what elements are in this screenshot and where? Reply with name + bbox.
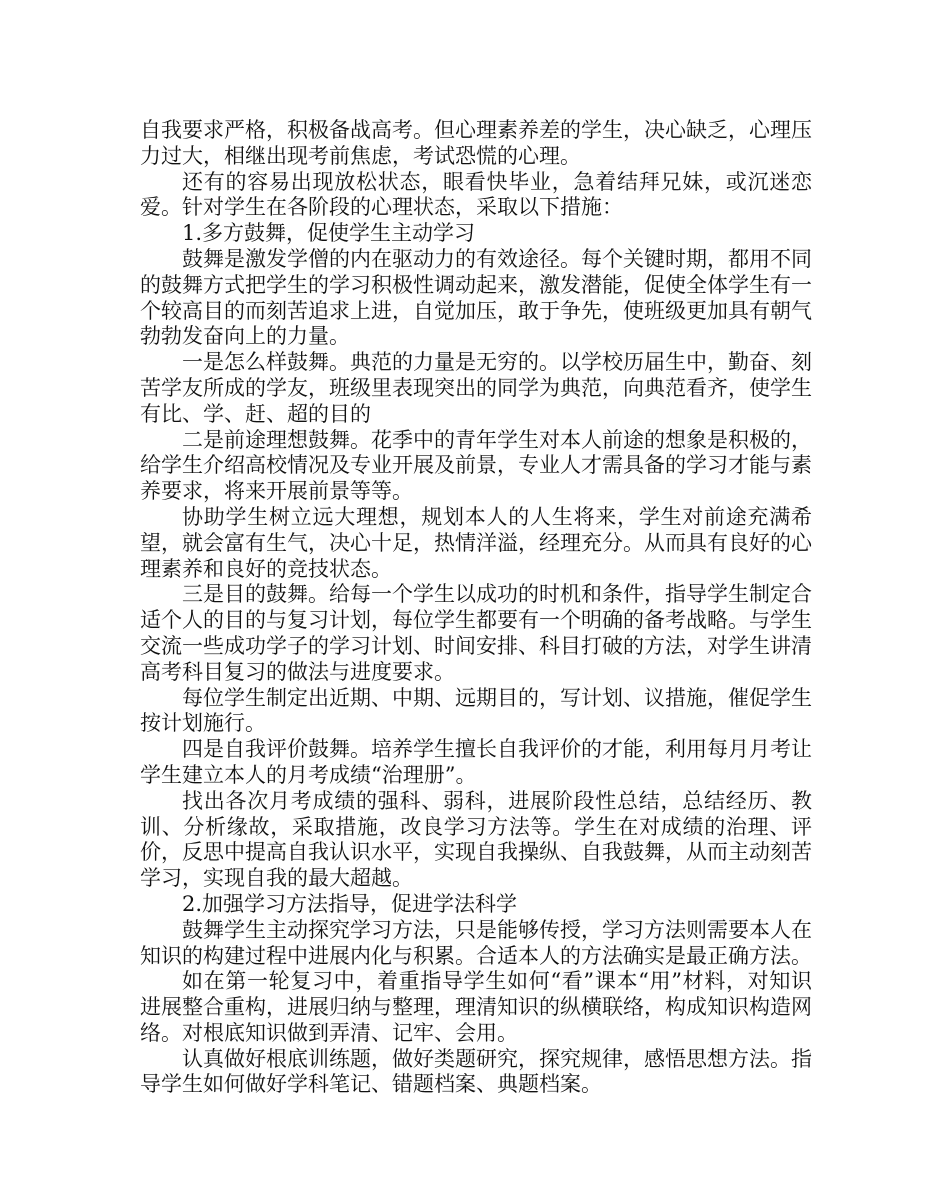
paragraph-encouragement: 鼓舞是激发学僧的内在驱动力的有效途径。每个关键时期，都用不同的鼓舞方式把学生的学习积极性调动起来，激发潜能，促使全体学生有一个较高目的而刻苦追求上进，自觉加压，敢于争先，使班级更加具有朝气勃勃发奋向上的力量。 (140, 246, 812, 349)
paragraph-study-methods: 鼓舞学生主动探究学习方法，只是能够传授，学习方法则需要本人在知识的构建过程中进展内化与积累。合适本人的方法确实是最正确方法。 (140, 917, 812, 968)
section-heading-2: 2.加强学习方法指导，促进学法科学 (182, 891, 518, 916)
document-page (140, 118, 812, 1098)
paragraph-continuation: 自我要求严格，积极备战高考。但心理素养差的学生，决心缺乏，心理压力过大，相继出现考前焦虑，考试恐慌的心理。 (140, 118, 812, 168)
section-heading-1: 1.多方鼓舞，促使学生主动学习 (182, 221, 476, 246)
paragraph-exam-analysis: 找出各次月考成绩的强科、弱科，进展阶段性总结，总结经历、教训、分析缘故，采取措施，改良学习方法等。学生在对成绩的治理、评价，反思中提高自我认识水平，实现自我操纵、自我鼓舞，从而主动刻苦学习，实现自我的最大超越。 (140, 788, 812, 891)
paragraph-role-model: 一是怎么样鼓舞。典范的力量是无穷的。以学校历届生中，勤奋、刻苦学友所成的学友，班级里表现突出的同学为典范，向典范看齐，使学生有比、学、赶、超的目的 (140, 350, 812, 426)
paragraph-first-review: 如在第一轮复习中，着重指导学生如何“看”课本“用”材料，对知识进展整合重构，进展归纳与整理，理清知识的纵横联络，构成知识构造网络。对根底知识做到弄清、记牢、会用。 (140, 969, 812, 1045)
paragraph-goal-encouragement: 三是目的鼓舞。给每一个学生以成功的时机和条件，指导学生制定合适个人的目的与复习计划，每位学生都要有一个明确的备考战略。与学生交流一些成功学子的学习计划、时间安排、科目打破的方法，对学生讲清高考科目复习的做法与进度要求。 (140, 582, 812, 684)
paragraph-self-evaluation: 四是自我评价鼓舞。培养学生擅长自我评价的才能，利用每月月考让学生建立本人的月考成绩“治理册”。 (140, 737, 812, 787)
paragraph-goal-setting: 每位学生制定出近期、中期、远期目的，写计划、议措施，催促学生按计划施行。 (140, 685, 812, 736)
paragraph-practice: 认真做好根底训练题，做好类题研究，探究规律，感悟思想方法。指导学生如何做好学科笔记、错题档案、典题档案。 (140, 1046, 812, 1097)
paragraph-life-planning: 协助学生树立远大理想，规划本人的人生将来，学生对前途充满希望，就会富有生气，决心十足，热情洋溢，经理充分。从而具有良好的心理素养和良好的竞技状态。 (140, 504, 812, 581)
paragraph-relaxed-state: 还有的容易出现放松状态，眼看快毕业，急着结拜兄妹，或沉迷恋爱。针对学生在各阶段的心理状态，采取以下措施： (140, 169, 812, 220)
paragraph-future-ideal: 二是前途理想鼓舞。花季中的青年学生对本人前途的想象是积极的，给学生介绍高校情况及专业开展及前景，专业人才需具备的学习才能与素养要求，将来开展前景等等。 (140, 427, 812, 504)
